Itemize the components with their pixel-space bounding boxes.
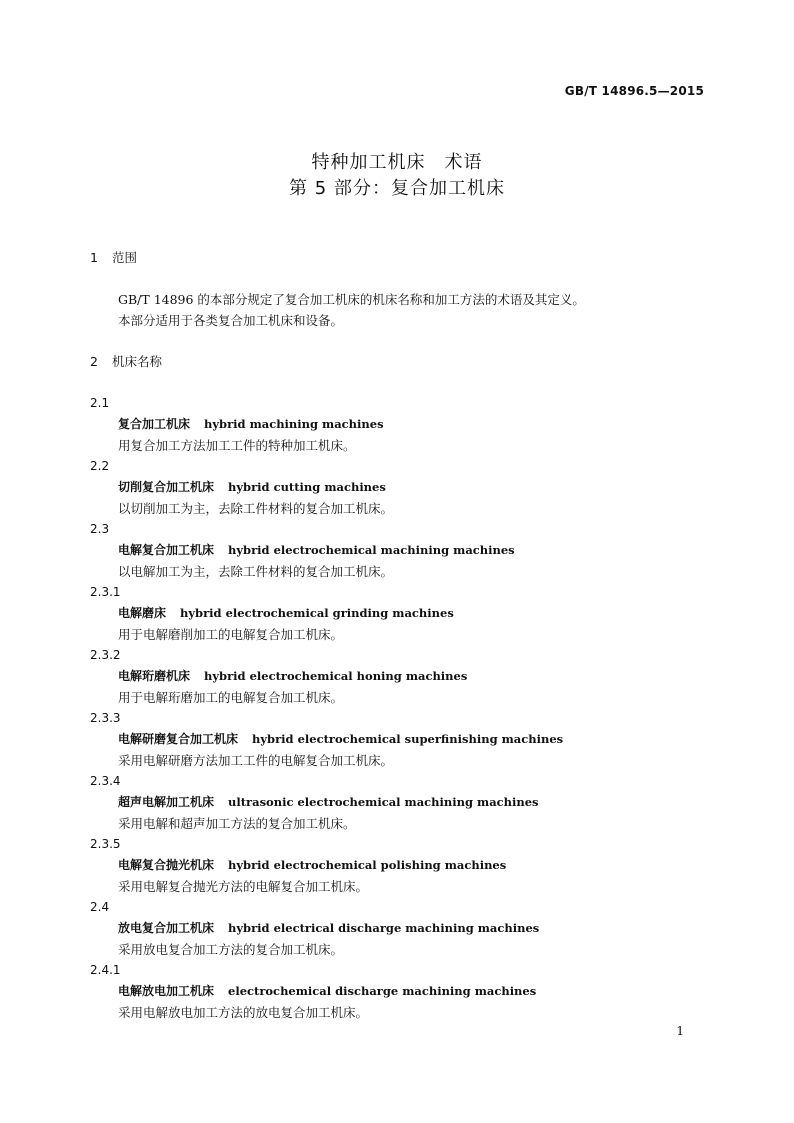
- scope-paragraph: 本部分适用于各类复合加工机床和设备。: [118, 313, 344, 328]
- scope-text: [118, 289, 585, 331]
- entry-term: [90, 729, 710, 750]
- entry-definition: 采用电解复合抛光方法的电解复合加工机床。: [118, 879, 369, 894]
- page-number: 1: [676, 1024, 684, 1038]
- entry-term: [90, 414, 710, 435]
- term-chinese: 超声电解加工机床: [118, 795, 215, 809]
- term-chinese: 切削复合加工机床: [118, 480, 215, 494]
- section-title: 机床名称: [112, 354, 163, 369]
- entry-term: [90, 540, 710, 561]
- term-chinese: 电解复合抛光机床: [118, 858, 215, 872]
- term-english: hybrid electrical discharge machining machines: [228, 921, 540, 935]
- entry-definition: 采用放电复合加工方法的复合加工机床。: [118, 942, 344, 957]
- term-english: ultrasonic electrochemical machining machines: [228, 795, 539, 809]
- section-number: 1: [90, 250, 98, 265]
- title-line-2: 第 5 部分：复合加工机床: [289, 178, 505, 199]
- entry-number: 2.3.1: [90, 585, 121, 599]
- entry-term: [90, 666, 710, 687]
- term-entry: [90, 456, 710, 519]
- entry-definition: 用于电解磨削加工的电解复合加工机床。: [118, 627, 344, 642]
- term-english: hybrid electrochemical machining machines: [228, 543, 515, 557]
- scope-paragraph: GB/T 14896 的本部分规定了复合加工机床的机床名称和加工方法的术语及其定义。: [118, 292, 585, 307]
- term-english: hybrid electrochemical honing machines: [204, 669, 468, 683]
- section-title: 范围: [112, 250, 138, 265]
- entry-number: 2.2: [90, 459, 110, 473]
- term-english: hybrid cutting machines: [228, 480, 386, 494]
- entry-number: 2.3.4: [90, 774, 121, 788]
- term-chinese: 复合加工机床: [118, 417, 191, 431]
- term-chinese: 放电复合加工机床: [118, 921, 215, 935]
- term-chinese: 电解珩磨机床: [118, 669, 191, 683]
- term-english: hybrid electrochemical grinding machines: [180, 606, 454, 620]
- term-english: hybrid machining machines: [204, 417, 384, 431]
- entry-definition: 以切削加工为主，去除工件材料的复合加工机床。: [118, 501, 394, 516]
- term-english: electrochemical discharge machining machines: [228, 984, 537, 998]
- term-entry: [90, 708, 710, 771]
- term-entry: [90, 960, 710, 1023]
- entry-term: [90, 792, 710, 813]
- entry-definition: 采用电解放电加工方法的放电复合加工机床。: [118, 1005, 369, 1020]
- entry-number: 2.3.3: [90, 711, 121, 725]
- term-entry: [90, 393, 710, 456]
- term-entry: [90, 897, 710, 960]
- entry-term: [90, 855, 710, 876]
- term-english: hybrid electrochemical superfinishing machines: [252, 732, 564, 746]
- entry-definition: 采用电解和超声加工方法的复合加工机床。: [118, 816, 356, 831]
- term-chinese: 电解磨床: [118, 606, 167, 620]
- section-heading-scope: [90, 248, 137, 266]
- term-entry: [90, 582, 710, 645]
- term-entry: [90, 771, 710, 834]
- section-heading-names: [90, 352, 162, 370]
- term-entry: [90, 519, 710, 582]
- term-chinese: 电解研磨复合加工机床: [118, 732, 239, 746]
- document-title: [0, 150, 794, 202]
- entry-term: [90, 477, 710, 498]
- entry-number: 2.1: [90, 396, 110, 410]
- section-number: 2: [90, 354, 98, 369]
- entry-term: [90, 918, 710, 939]
- term-english: hybrid electrochemical polishing machines: [228, 858, 507, 872]
- entry-number: 2.4.1: [90, 963, 121, 977]
- term-entry: [90, 834, 710, 897]
- entry-number: 2.3.5: [90, 837, 121, 851]
- title-line-1: 特种加工机床 术语: [311, 152, 483, 173]
- entry-number: 2.3.2: [90, 648, 121, 662]
- entry-definition: 用于电解珩磨加工的电解复合加工机床。: [118, 690, 344, 705]
- entry-definition: 采用电解研磨方法加工工件的电解复合加工机床。: [118, 753, 394, 768]
- entry-number: 2.4: [90, 900, 110, 914]
- entry-term: [90, 981, 710, 1002]
- entry-number: 2.3: [90, 522, 110, 536]
- standard-code: GB/T 14896.5—2015: [564, 84, 704, 98]
- entry-definition: 以电解加工为主，去除工件材料的复合加工机床。: [118, 564, 394, 579]
- term-chinese: 电解复合加工机床: [118, 543, 215, 557]
- entry-definition: 用复合加工方法加工工件的特种加工机床。: [118, 438, 356, 453]
- entry-term: [90, 603, 710, 624]
- term-entry: [90, 645, 710, 708]
- term-entries: [90, 393, 710, 1023]
- term-chinese: 电解放电加工机床: [118, 984, 215, 998]
